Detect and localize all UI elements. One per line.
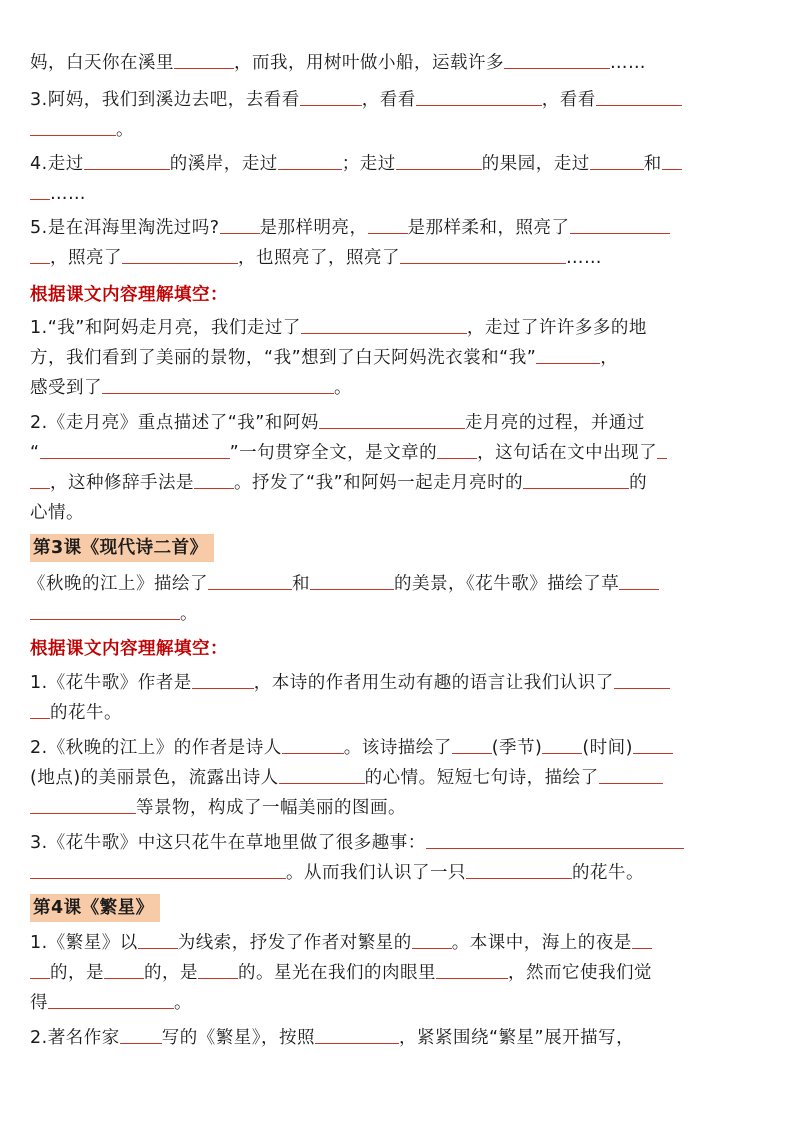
lesson-4-title: 第4课《繁星》 — [30, 894, 160, 922]
blank-field[interactable] — [657, 441, 667, 459]
blank-field[interactable] — [30, 602, 180, 620]
blank-field[interactable] — [40, 441, 230, 459]
blank-field[interactable] — [120, 1026, 162, 1044]
blank-field[interactable] — [596, 88, 682, 106]
blank-field[interactable] — [104, 961, 144, 979]
blank-field[interactable] — [466, 861, 572, 879]
blank-field[interactable] — [198, 961, 238, 979]
question-1: 1.“我”和阿妈走月亮，我们走过了 ，走过了许许多多的地 — [30, 318, 647, 338]
blank-field[interactable] — [138, 931, 178, 949]
question-1: 1.《花牛歌》作者是 ，本诗的作者用生动有趣的语言让我们认识了 — [30, 670, 670, 696]
text-line: (地点)的美丽景色，流露出诗人 的心情。短短七句诗，描绘了 — [30, 765, 663, 791]
blank-field[interactable] — [300, 88, 362, 106]
blank-field[interactable] — [301, 316, 467, 334]
blank-field[interactable] — [310, 572, 394, 590]
blank-field[interactable] — [619, 572, 659, 590]
blank-field[interactable] — [400, 246, 566, 264]
question-3: 3.《花牛歌》中这只花牛在草地里做了很多趣事： — [30, 830, 684, 856]
blank-field[interactable] — [412, 931, 452, 949]
blank-field[interactable] — [662, 152, 682, 170]
blank-field[interactable] — [436, 961, 508, 979]
text-line: 心情。 — [30, 503, 84, 523]
blank-field[interactable] — [30, 118, 116, 136]
text-line: 得 。 — [30, 993, 192, 1013]
blank-field[interactable] — [396, 152, 482, 170]
blank-field[interactable] — [452, 736, 492, 754]
blank-field[interactable] — [614, 671, 670, 689]
lesson-title — [30, 534, 214, 562]
text-line: 的花牛。 — [30, 700, 122, 726]
text-line: 。 — [30, 117, 134, 143]
blank-field[interactable] — [416, 88, 542, 106]
text-line: 感受到了 。 — [30, 378, 352, 398]
blank-field[interactable] — [220, 216, 260, 234]
question-2: 2.著名作家 写的《繁星》，按照 ，紧紧围绕“繁星”展开描写， — [30, 1028, 635, 1048]
blank-field[interactable] — [426, 831, 684, 849]
question-1: 1.《繁星》以 为线索，抒发了作者对繁星的 。本课中，海上的夜是 — [30, 930, 652, 956]
text-line: …… — [30, 181, 86, 207]
section-heading: 根据课文内容理解填空： — [30, 285, 228, 305]
lesson-title — [30, 894, 160, 922]
blank-field[interactable] — [570, 216, 670, 234]
blank-field[interactable] — [30, 701, 50, 719]
question-5: 5.是在洱海里淘洗过吗? 是那样明亮， 是那样柔和，照亮了 — [30, 215, 670, 241]
blank-field[interactable] — [30, 861, 286, 879]
blank-field[interactable] — [102, 376, 334, 394]
blank-field[interactable] — [30, 246, 50, 264]
blank-field[interactable] — [599, 766, 663, 784]
text-line: 。 — [30, 601, 198, 627]
blank-field[interactable] — [48, 991, 174, 1009]
blank-field[interactable] — [282, 736, 344, 754]
lesson-3-title: 第3课《现代诗二首》 — [30, 534, 214, 562]
blank-field[interactable] — [30, 961, 50, 979]
text-line: 妈，白天你在溪里 ，而我，用树叶做小船，运载许多 …… — [30, 53, 646, 73]
text-line: 的，是 的，是 的。星光在我们的肉眼里 ，然而它使我们觉 — [30, 960, 652, 986]
blank-field[interactable] — [523, 471, 629, 489]
question-3: 3.阿妈，我们到溪边去吧，去看看 ，看看 ，看看 — [30, 87, 682, 113]
blank-field[interactable] — [30, 471, 50, 489]
blank-field[interactable] — [437, 441, 477, 459]
text-line: 方，我们看到了美丽的景物，“我”想到了白天阿妈洗衣裳和“我” ， — [30, 348, 619, 368]
blank-field[interactable] — [174, 51, 234, 69]
blank-field[interactable] — [633, 736, 673, 754]
blank-field[interactable] — [368, 216, 408, 234]
blank-field[interactable] — [192, 671, 254, 689]
blank-field[interactable] — [194, 471, 234, 489]
blank-field[interactable] — [30, 182, 50, 200]
blank-field[interactable] — [278, 152, 342, 170]
text-line: ，照亮了 ，也照亮了，照亮了 …… — [30, 245, 602, 271]
blank-field[interactable] — [208, 572, 292, 590]
text-line: 《秋晚的江上》描绘了 和 的美景，《花牛歌》描绘了草 — [28, 571, 659, 597]
blank-field[interactable] — [632, 931, 652, 949]
blank-field[interactable] — [30, 796, 136, 814]
blank-field[interactable] — [590, 152, 644, 170]
section-heading: 根据课文内容理解填空： — [30, 639, 228, 659]
blank-field[interactable] — [504, 51, 610, 69]
blank-field[interactable] — [122, 246, 238, 264]
text-line: 。从而我们认识了一只 的花牛。 — [30, 860, 644, 886]
text-line: “ ”一句贯穿全文，是文章的 ，这句话在文中出现了 — [30, 440, 667, 466]
blank-field[interactable] — [279, 766, 365, 784]
question-4: 4.走过 的溪岸，走过 ；走过 的果园，走过 和 — [30, 151, 682, 177]
question-2: 2.《秋晚的江上》的作者是诗人 。该诗描绘了 (季节) (时间) — [30, 735, 673, 761]
question-2: 2.《走月亮》重点描述了“我”和阿妈 走月亮的过程，并通过 — [30, 413, 645, 433]
blank-field[interactable] — [542, 736, 582, 754]
text-line: ，这种修辞手法是 。抒发了“我”和阿妈一起走月亮时的 的 — [30, 470, 647, 496]
text-line: 等景物，构成了一幅美丽的图画。 — [30, 795, 406, 821]
blank-field[interactable] — [84, 152, 170, 170]
blank-field[interactable] — [536, 346, 600, 364]
blank-field[interactable] — [315, 1026, 399, 1044]
blank-field[interactable] — [319, 411, 465, 429]
